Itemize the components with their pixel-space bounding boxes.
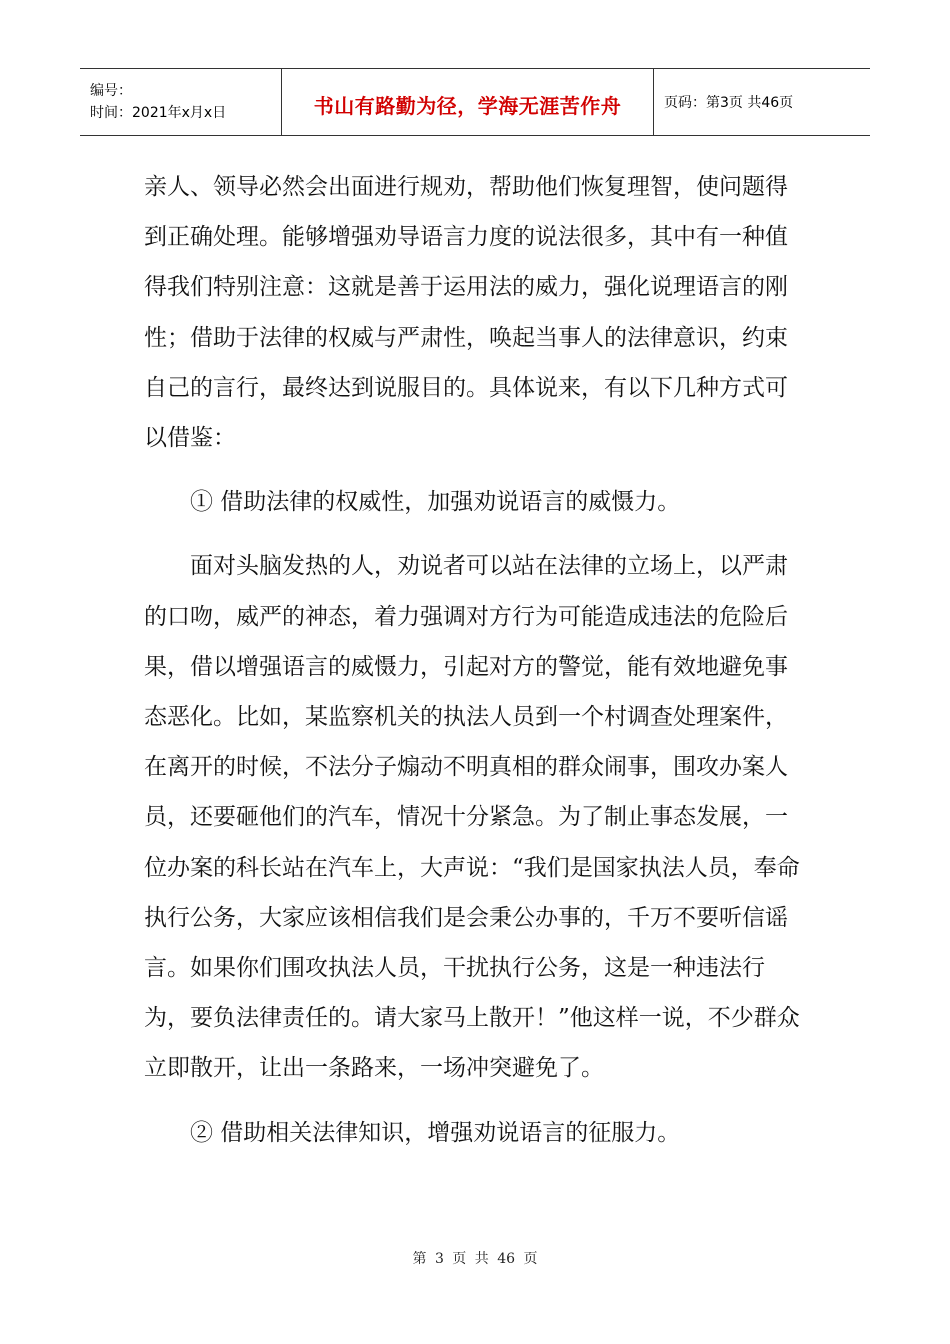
header-motto: 书山有路勤为径，学海无涯苦作舟 — [313, 93, 622, 118]
section-heading-2: ② 借助相关法律知识，增强劝说语言的征服力。 — [190, 1119, 681, 1146]
section-heading-1: ① 借助法律的权威性，加强劝说语言的威慑力。 — [190, 489, 681, 516]
page-footer: 第 3 页 共 46 页 — [412, 1251, 538, 1267]
page-header — [80, 68, 870, 136]
paragraph-1: 亲人、领导必然会出面进行规劝，帮助他们恢复理智，使问题得到正确处理。能够增强劝导语言力度的说法很多，其中有一种值得我们特别注意：这就是善于运用法的威力，强化说理语言的刚性；借助于法律的权威与严肃性，唤起当事人的法律意识，约束自己的言行，最终达到说服目的。具体说来，有以下几种方式可以借鉴： — [144, 174, 788, 452]
header-motto-cell — [282, 69, 654, 135]
document-number-label: 编号： — [90, 83, 132, 99]
header-page-info — [654, 69, 870, 135]
header-meta — [80, 69, 282, 135]
document-body — [144, 162, 804, 1158]
document-time-label: 时间：2021年x月x日 — [90, 105, 227, 121]
header-page-number: 页码：第3页 共46页 — [664, 95, 794, 111]
paragraph-2: 面对头脑发热的人，劝说者可以站在法律的立场上，以严肃的口吻，威严的神态，着力强调对方行为可能造成违法的危险后果，借以增强语言的威慑力，引起对方的警觉，能有效地避免事态恶化。比如，某监察机关的执法人员到一个村调查处理案件，在离开的时候，不法分子煽动不明真相的群众闹事，围攻办案人员，还要砸他们的汽车，情况十分紧急。为了制止事态发展，一位办案的科长站在汽车上，大声说：“我们是国家执法人员，奉命执行公务，大家应该相信我们是会秉公办事的，千万不要听信谣言。如果你们围攻执法人员，干扰执行公务，这是一种违法行为，要负法律责任的。请大家马上散开！”他这样一说，不少群众立即散开，让出一条路来，一场冲突避免了。 — [144, 553, 800, 1082]
